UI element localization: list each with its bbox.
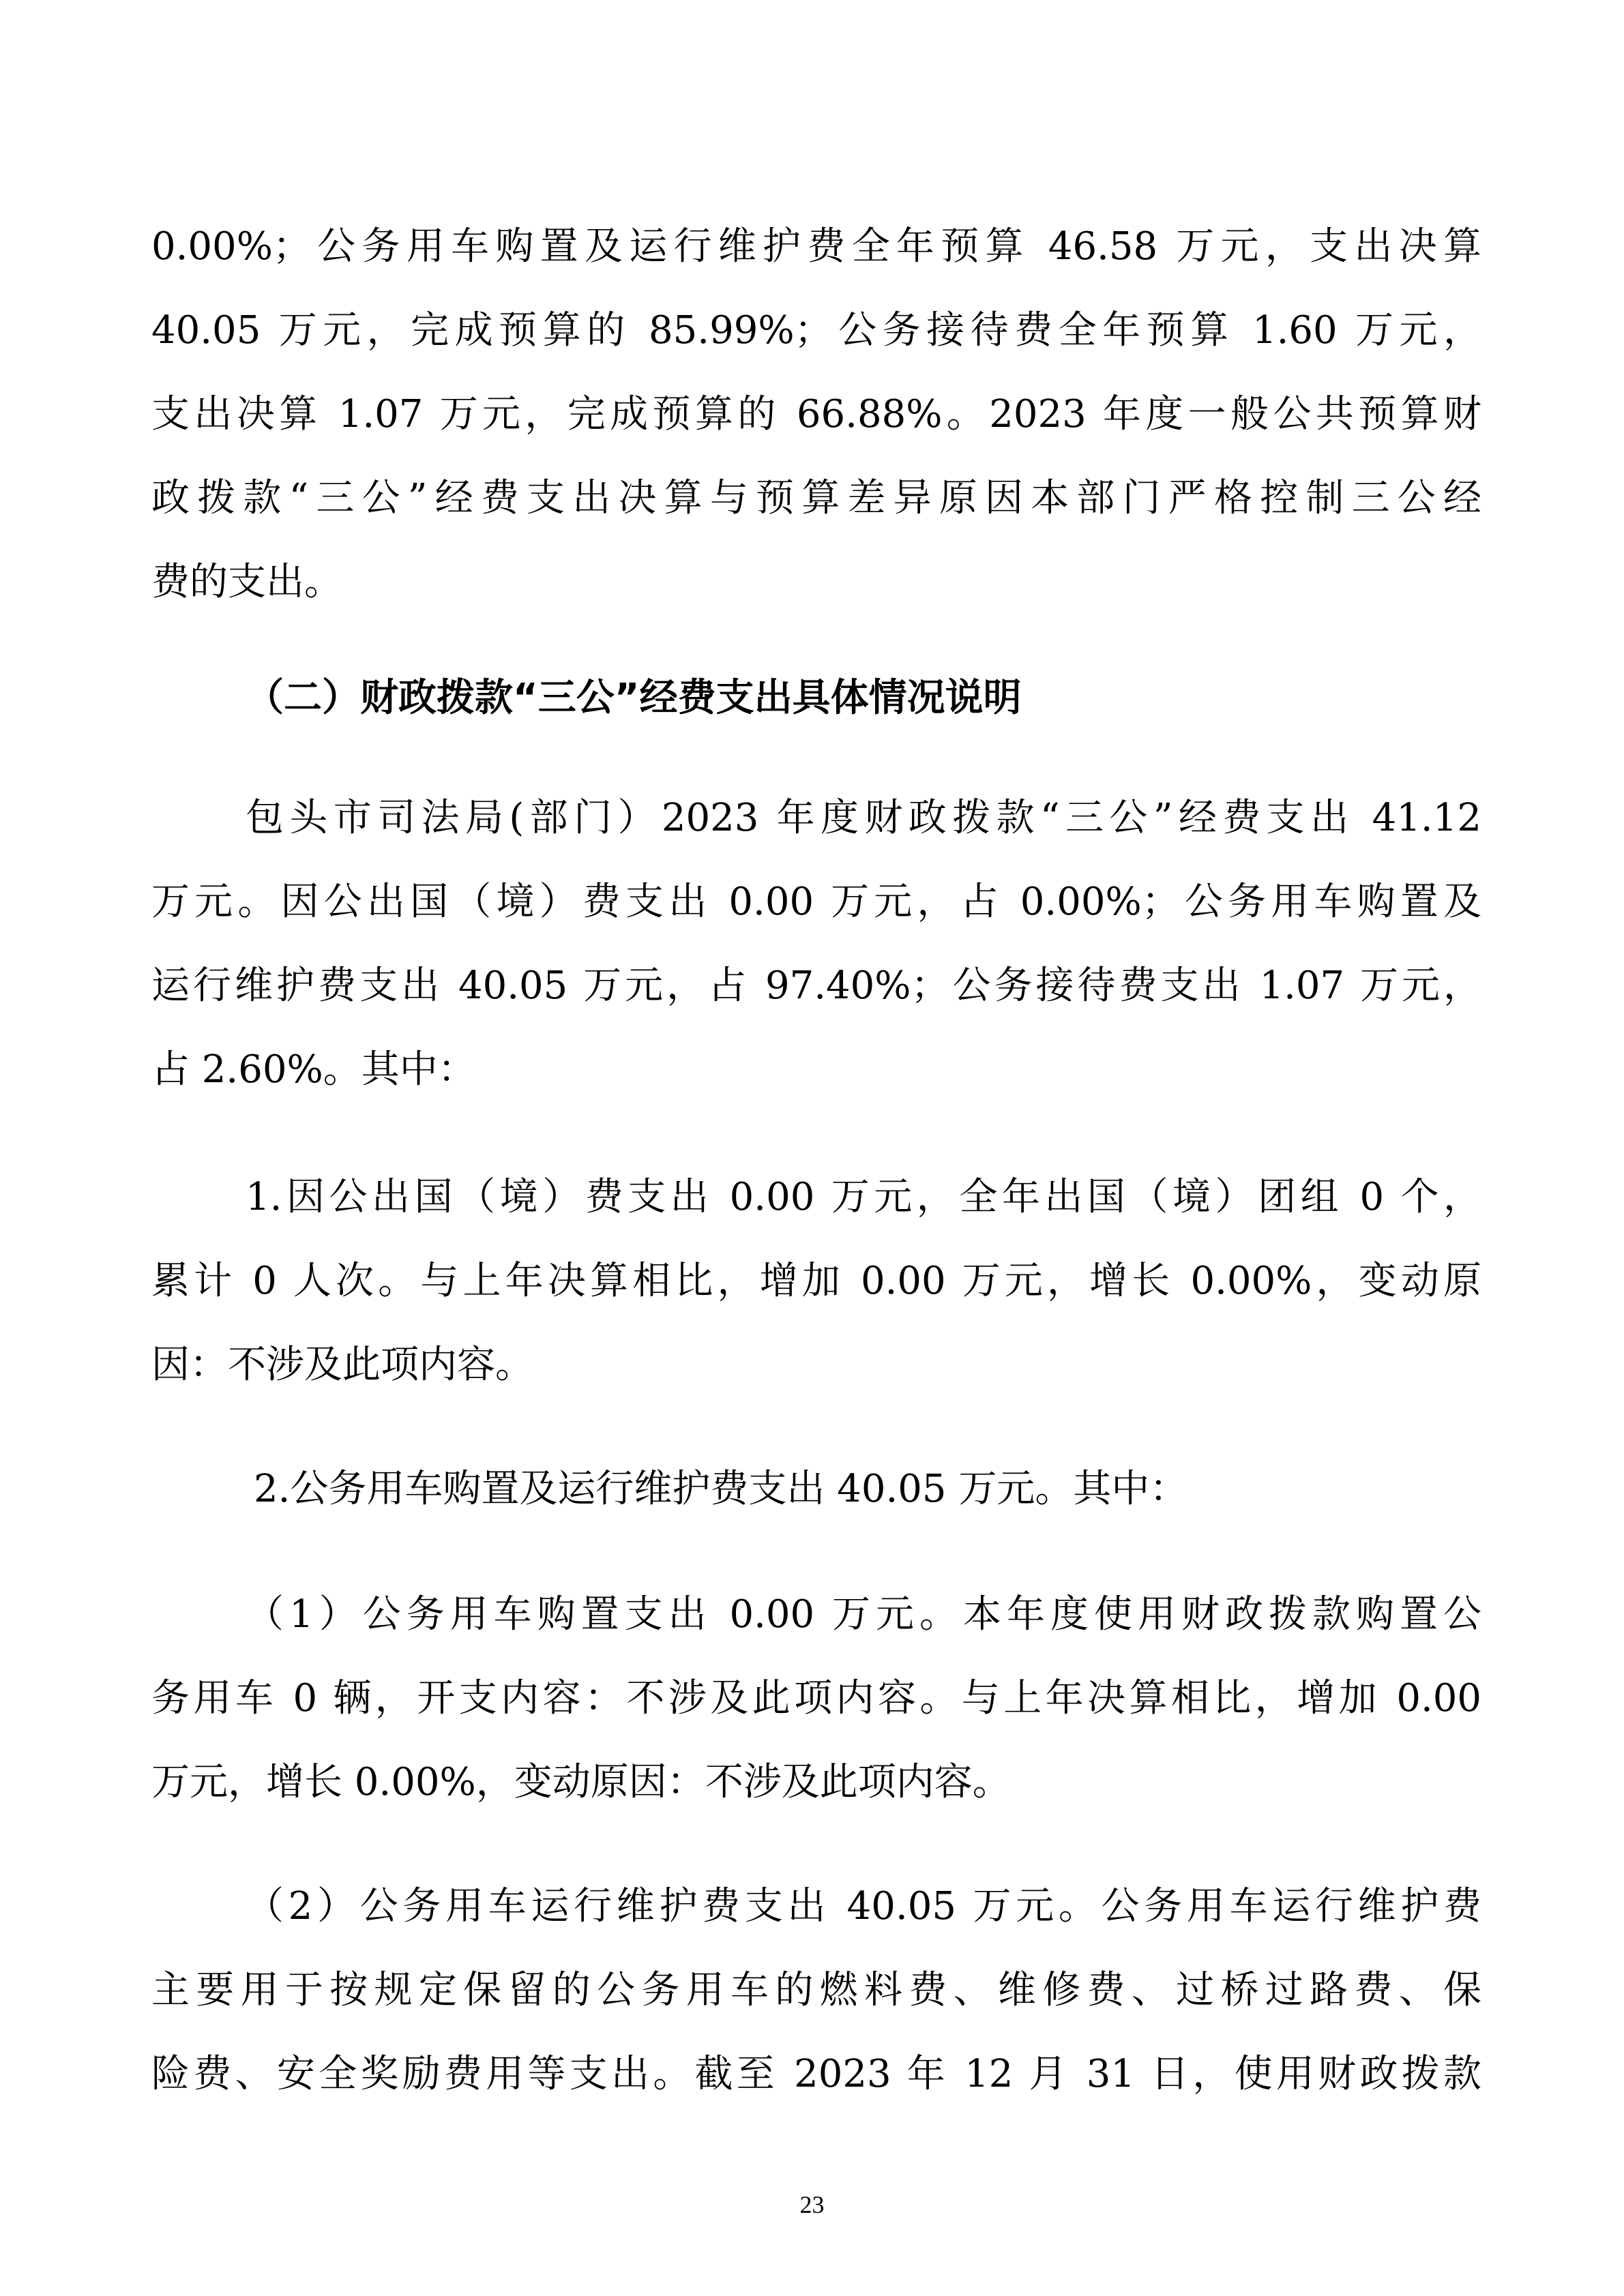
page-number: 23 bbox=[799, 2191, 825, 2218]
paragraph-6-line-1: （2）公务用车运行维护费支出 40.05 万元。公务用车运行维护费 bbox=[246, 1884, 1481, 1928]
paragraph-5-line-2: 务用车 0 辆，开支内容：不涉及此项内容。与上年决算相比，增加 0.00 bbox=[151, 1676, 1481, 1720]
paragraph-2-line-3: 运行维护费支出 40.05 万元，占 97.40%；公务接待费支出 1.07 万元， bbox=[151, 964, 1481, 1008]
paragraph-2-line-2: 万元。因公出国（境）费支出 0.00 万元，占 0.00%；公务用车购置及 bbox=[151, 880, 1481, 924]
paragraph-3-line-3: 因：不涉及此项内容。 bbox=[151, 1343, 533, 1387]
paragraph-2-line-4: 占 2.60%。其中： bbox=[151, 1047, 476, 1092]
paragraph-3-line-1: 1.因公出国（境）费支出 0.00 万元，全年出国（境）团组 0 个， bbox=[246, 1175, 1481, 1219]
paragraph-1-line-4: 政拨款“三公”经费支出决算与预算差异原因本部门严格控制三公经 bbox=[151, 476, 1481, 520]
paragraph-4-line-1: 2.公务用车购置及运行维护费支出 40.05 万元。其中： bbox=[254, 1467, 1188, 1511]
paragraph-1-line-5: 费的支出。 bbox=[151, 560, 342, 604]
paragraph-6-line-2: 主要用于按规定保留的公务用车的燃料费、维修费、过桥过路费、保 bbox=[151, 1968, 1481, 2012]
paragraph-1-line-3: 支出决算 1.07 万元，完成预算的 66.88%。2023 年度一般公共预算财 bbox=[151, 392, 1481, 436]
paragraph-1-line-2: 40.05 万元，完成预算的 85.99%；公务接待费全年预算 1.60 万元， bbox=[151, 308, 1481, 353]
paragraph-5-line-3: 万元，增长 0.00%，变动原因：不涉及此项内容。 bbox=[151, 1760, 1011, 1804]
paragraph-3-line-2: 累计 0 人次。与上年决算相比，增加 0.00 万元，增长 0.00%，变动原 bbox=[151, 1259, 1481, 1303]
paragraph-6-line-3: 险费、安全奖励费用等支出。截至 2023 年 12 月 31 日，使用财政拨款 bbox=[151, 2052, 1481, 2096]
paragraph-1-line-1: 0.00%；公务用车购置及运行维护费全年预算 46.58 万元，支出决算 bbox=[151, 224, 1481, 269]
paragraph-2-line-1: 包头市司法局(部门）2023 年度财政拨款“三公”经费支出 41.12 bbox=[246, 796, 1481, 840]
section-heading: （二）财政拨款“三公”经费支出具体情况说明 bbox=[246, 676, 1022, 720]
paragraph-5-line-1: （1）公务用车购置支出 0.00 万元。本年度使用财政拨款购置公 bbox=[246, 1592, 1481, 1637]
